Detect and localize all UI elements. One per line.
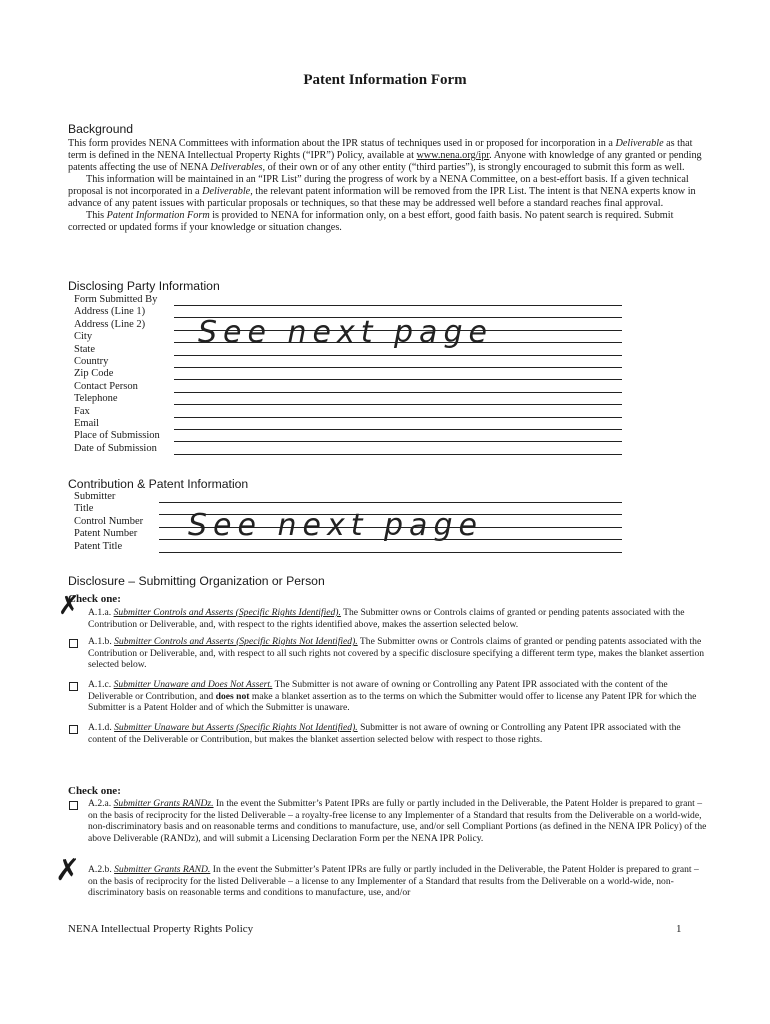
option-a1a[interactable]: A.1.a. Submitter Controls and Asserts (Specific Rights Identified). The Submitter owns or Controls claims of granted or pending patents associated with the Contribution or Deliverable, and, with respect to the rights identified above, makes the assertion selected below.: [88, 607, 685, 630]
field-label: Control Number: [74, 515, 144, 527]
field-line[interactable]: [159, 552, 622, 553]
field-label: Email: [74, 418, 100, 429]
field-line[interactable]: [174, 441, 622, 442]
page-title: Patent Information Form: [303, 72, 467, 88]
field-line[interactable]: [174, 305, 622, 306]
option-a1c[interactable]: A.1.c. Submitter Unaware and Does Not Assert. The Submitter is not aware of owning or Controlling any Patent IPR associated with the content of the Deliverable or Contribution, and does not make a blanket assertion as to the terms on which the Submitter would offer to license any Patent IPR for which the Submitter is a Patent Holder and of which the Submitter is unaware.: [88, 679, 697, 714]
handwriting-contribution: See next page: [188, 508, 483, 543]
footer-left: NENA Intellectual Property Rights Policy: [68, 923, 254, 935]
field-line[interactable]: [174, 454, 622, 455]
option-a1d[interactable]: A.1.d. Submitter Unaware but Asserts (Specific Rights Not Identified). Submitter is not aware of owning or Controlling any Patent IPR associated with the content of the Deliverable or Contribution, but makes the blanket assertion selected below with respect to those rights.: [88, 722, 681, 745]
field-line[interactable]: [174, 404, 622, 405]
field-label: Zip Code: [74, 368, 114, 380]
checkbox-a2a[interactable]: [69, 801, 78, 810]
field-line[interactable]: [174, 355, 622, 356]
background-heading: Background: [68, 122, 134, 136]
field-label: Title: [74, 503, 94, 515]
field-label: Contact Person: [74, 380, 138, 392]
check-one-label-1: Check one:: [68, 593, 121, 605]
ipr-policy-link[interactable]: www.nena.org/ipr: [416, 150, 490, 161]
field-label: Date of Submission: [74, 442, 157, 454]
field-label: Patent Number: [74, 528, 138, 540]
field-label: Country: [74, 356, 109, 367]
handwritten-x-a2b: ✗: [55, 853, 81, 888]
option-a1b[interactable]: A.1.b. Submitter Controls and Asserts (Specific Rights Not Identified). The Submitter owns or Controls claims of granted or pending patents associated with the Contribution or Deliverable, and, with respect to all such rights not covered by a specific disclosure specifying a different term type, makes the blanket assertion selected below.: [88, 636, 705, 671]
field-label: Submitter: [74, 491, 116, 502]
field-line[interactable]: [174, 367, 622, 368]
disclosing-heading: Disclosing Party Information: [68, 279, 220, 293]
checkbox-a1b[interactable]: [69, 639, 78, 648]
field-line[interactable]: [174, 379, 622, 380]
contribution-heading: Contribution & Patent Information: [68, 477, 249, 491]
field-label: Telephone: [74, 393, 118, 405]
field-label: Patent Title: [74, 540, 123, 552]
checkbox-a1d[interactable]: [69, 725, 78, 734]
field-label: City: [74, 331, 93, 343]
field-label: Form Submitted By: [74, 294, 158, 305]
field-label: Address (Line 1): [74, 306, 146, 318]
background-text: This form provides NENA Committees with information about the IPR status of techniques used in or proposed for incorporation in a Deliverable as that term is defined in the NENA Intellectual Property Rights (“IPR”) Policy, available at www.nena.org/ipr. Anyone with knowledge of any granted or pending patents affecting the use of NENA Deliverables, of their own or of any other entity (“third parties”), is strongly encouraged to submit this form as well. This information will be maintained in an “IPR List” during the progress of work by a NENA Committee, on a best-effort basis. If a given technical proposal is not incorporated in a Deliverable, the relevant patent information will be removed from the IPR List. The intent is that NENA experts know in advance of any patent issues with particular proposals or techniques, so that these may be addressed well before a standard reaches final approval. This Patent Information Form is provided to NENA for information only, on a best effort, good faith basis. No patent search is required. Submit corrected or updated forms if your knowledge or situation changes.: [68, 138, 702, 233]
option-a2a[interactable]: A.2.a. Submitter Grants RANDz. In the event the Submitter’s Patent IPRs are fully or partly included in the Deliverable, the Patent Holder is prepared to grant – on the basis of reciprocity for the listed Deliverable – a royalty-free license to any Implementer of a Standard that results from the Deliverable on a world-wide, non-discriminatory basis and on reasonable terms and conditions to manufacture, use, and/or sell Compliant Portions (as defined in the NENA IPR Policy) of the above Deliverable (RANDz), and will submit a Licensing Declaration Form per the NENA IPR Policy.: [88, 798, 707, 844]
option-a2b[interactable]: A.2.b. Submitter Grants RAND. In the event the Submitter’s Patent IPRs are fully or partly included in the Deliverable, the Patent Holder is prepared to grant – on the basis of reciprocity for the listed Deliverable – a license to any Implementer of a Standard that results from the Deliverable on a world-wide, non- discriminatory basis on reasonable terms and conditions to manufacture, use, and/or: [88, 864, 699, 899]
field-label: Place of Submission: [74, 430, 160, 442]
field-line[interactable]: [174, 417, 622, 418]
handwriting-disclosing: See next page: [198, 315, 493, 350]
disclosure-heading: Disclosure – Submitting Organization or Person: [68, 574, 325, 588]
page-number: 1: [676, 923, 682, 935]
checkbox-a1c[interactable]: [69, 682, 78, 691]
field-line[interactable]: [159, 502, 622, 503]
field-label: Fax: [74, 405, 90, 417]
field-line[interactable]: [174, 429, 622, 430]
field-label: State: [74, 343, 95, 355]
handwritten-x-a1a: ✗: [58, 591, 80, 621]
field-line[interactable]: [174, 392, 622, 393]
check-one-label-2: Check one:: [68, 785, 121, 797]
field-label: Address (Line 2): [74, 318, 146, 330]
